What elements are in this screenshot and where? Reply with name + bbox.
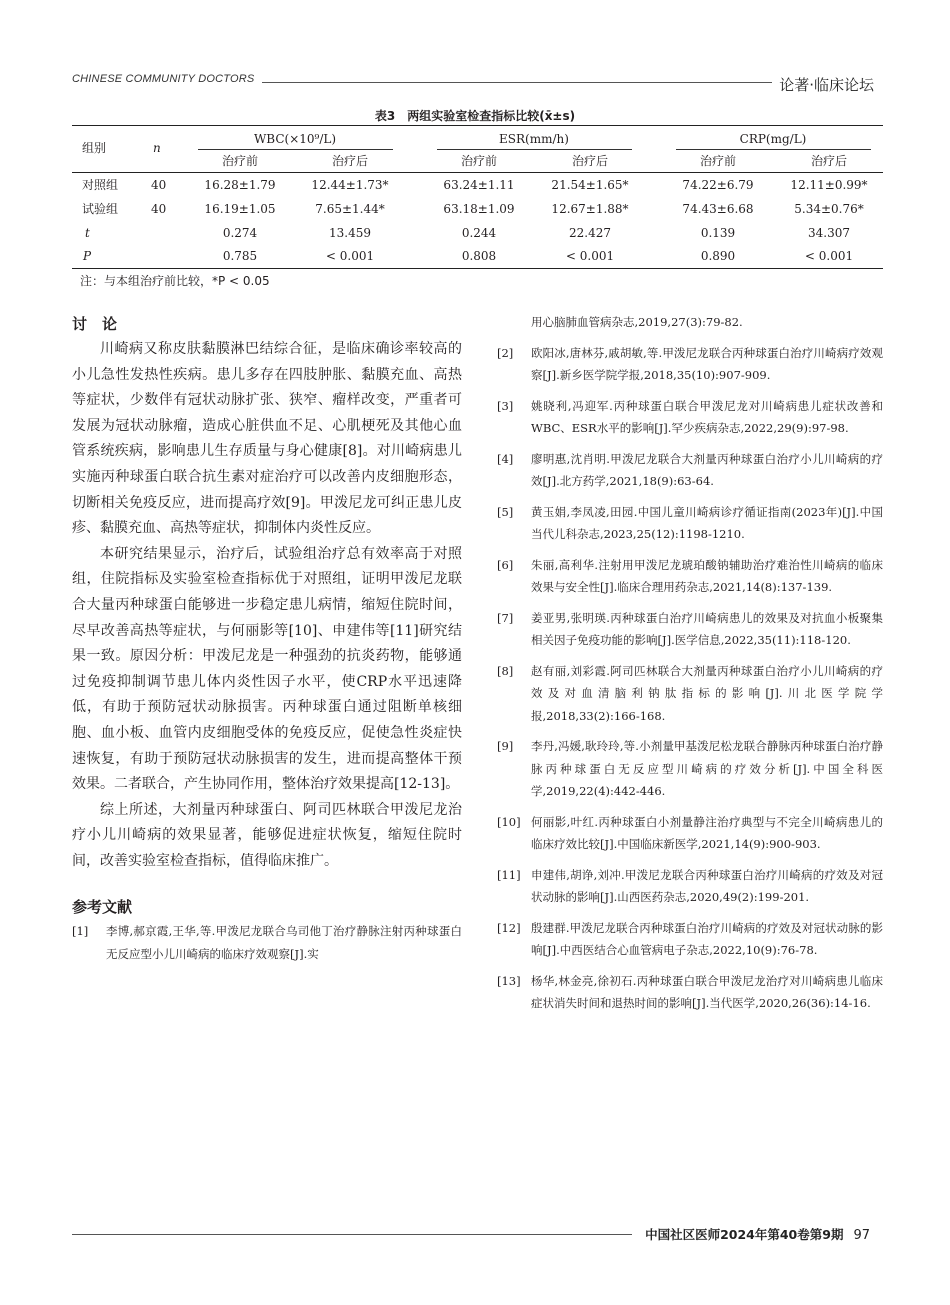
table-cell: < 0.001 — [804, 249, 854, 263]
table-row-label: 试验组 — [82, 202, 119, 216]
reference-number: [11] — [497, 867, 521, 882]
reference-text: 申建伟,胡诤,刘冲.甲泼尼龙联合丙种球蛋白治疗川崎病的疗效及对冠状动脉的影响[J].山西医药杂志,2020,49(2):199-201. — [531, 867, 883, 904]
table-bottom-rule — [72, 268, 883, 269]
table-cell: 63.24±1.11 — [443, 178, 515, 192]
table-group-esr-rule — [437, 149, 632, 150]
page-number: 97 — [853, 1228, 870, 1243]
reference-item — [497, 735, 883, 803]
reference-number: [2] — [497, 345, 514, 360]
footer-journal-issue: 中国社区医师2024年第40卷第9期 — [645, 1227, 844, 1242]
table-group-crp: CRP(mg/L) — [739, 132, 807, 146]
reference-item — [497, 342, 883, 387]
reference-item — [497, 811, 883, 856]
section-title: 论著·临床论坛 — [779, 76, 874, 94]
reference-continuation: 用心脑肺血管病杂志,2019,27(3):79-82. — [531, 315, 743, 329]
reference-number: [3] — [497, 398, 514, 413]
table-group-esr: ESR(mm/h) — [499, 132, 569, 146]
table-cell: 22.427 — [569, 226, 611, 240]
table-note: 注：与本组治疗前比较，*P < 0.05 — [80, 274, 270, 288]
reference-item — [497, 660, 883, 728]
reference-item — [497, 448, 883, 493]
table-cell: < 0.001 — [325, 249, 375, 263]
reference-text: 李博,郝京霞,王华,等.甲泼尼龙联合乌司他丁治疗静脉注射丙种球蛋白无反应型小儿川崎病的临床疗效观察[J].实 — [106, 924, 462, 961]
table-group-wbc-rule — [198, 149, 393, 150]
table-subhead: 治疗前 — [221, 154, 259, 168]
table-cell: 12.11±0.99* — [790, 178, 868, 192]
table-cell: 0.808 — [461, 249, 497, 263]
table-title: 表3 两组实验室检查指标比较(x̄±s) — [374, 109, 576, 123]
table-cell: 12.44±1.73* — [311, 178, 389, 192]
table-col-group: 组别 — [82, 141, 107, 155]
table-group-crp-rule — [676, 149, 871, 150]
reference-text: 姚晓利,冯迎军.丙种球蛋白联合甲泼尼龙对川崎病患儿症状改善和WBC、ESR水平的影响[J].罕少疾病杂志,2022,29(9):97-98. — [531, 398, 883, 435]
table-cell: < 0.001 — [565, 249, 615, 263]
table-cell: 0.890 — [700, 249, 736, 263]
reference-item — [497, 607, 883, 652]
references-heading: 参考文献 — [72, 898, 133, 917]
reference-text: 黄玉娟,李凤凌,田园.中国儿童川崎病诊疗循证指南(2023年)[J].中国当代儿科杂志,2023,25(12):1198-1210. — [531, 504, 883, 541]
table-cell: 0.244 — [461, 226, 497, 240]
table-cell: 5.34±0.76* — [794, 202, 864, 216]
table-cell: 13.459 — [329, 226, 371, 240]
reference-number: [1] — [72, 924, 89, 939]
table-cell: 74.22±6.79 — [682, 178, 754, 192]
reference-text: 欧阳冰,唐林芬,戚胡敏,等.甲泼尼龙联合丙种球蛋白治疗川崎病疗效观察[J].新乡医学院学报,2018,35(10):907-909. — [531, 345, 883, 382]
reference-number: [10] — [497, 814, 521, 829]
table-cell: 21.54±1.65* — [551, 178, 629, 192]
reference-item — [72, 920, 462, 965]
reference-number: [12] — [497, 920, 521, 935]
table-subhead: 治疗前 — [460, 154, 498, 168]
table-cell: 34.307 — [808, 226, 850, 240]
table-subhead: 治疗后 — [810, 154, 848, 168]
reference-number: [13] — [497, 973, 521, 988]
journal-english-name: CHINESE COMMUNITY DOCTORS — [72, 73, 255, 85]
table-row-label: t — [85, 226, 90, 240]
table-group-wbc: WBC(×10⁹/L) — [253, 132, 337, 146]
reference-item — [497, 970, 883, 1015]
table-cell: 0.785 — [222, 249, 258, 263]
table-row-n: 40 — [151, 202, 167, 216]
reference-text: 殷建群.甲泼尼龙联合丙种球蛋白治疗川崎病的疗效及对冠状动脉的影响[J].中西医结合心血管病电子杂志,2022,10(9):76-78. — [531, 920, 883, 957]
reference-number: [7] — [497, 610, 514, 625]
reference-item — [497, 864, 883, 909]
table-cell: 63.18±1.09 — [443, 202, 515, 216]
reference-item — [497, 501, 883, 546]
table-mid-rule — [72, 172, 883, 173]
footer-rule — [72, 1234, 632, 1235]
table-row-label: 对照组 — [82, 178, 119, 192]
discussion-paragraph: 本研究结果显示，治疗后，试验组治疗总有效率高于对照组，住院指标及实验室检查指标优于对照组，证明甲泼尼龙联合大量丙种球蛋白能够进一步稳定患儿病情，缩短住院时间，尽早改善高热等症状，与何丽影等[10]、申建伟等[11]研究结果一致。原因分析：甲泼尼龙是一种强劲的抗炎药物，能够通过免疫抑制调节患儿体内炎性因子水平，使CRP水平迅速降低，有助于预防冠状动脉损害。丙种球蛋白通过阻断单核细胞、血小板、血管内皮细胞受体的免疫反应，促使急性炎症快速恢复，有助于预防冠状动脉损害的发生，进而提高整体干预效果。二者联合，产生协同作用，整体治疗效果提高[12-13]。 — [72, 545, 462, 793]
reference-item — [497, 917, 883, 962]
table-row-n: 40 — [151, 178, 167, 192]
table-subhead: 治疗后 — [331, 154, 369, 168]
reference-text: 廖明惠,沈肖明.甲泼尼龙联合大剂量丙种球蛋白治疗小儿川崎病的疗效[J].北方药学,2021,18(9):63-64. — [531, 451, 883, 488]
footer — [645, 1225, 870, 1243]
table-cell: 0.274 — [222, 226, 258, 240]
table-cell: 12.67±1.88* — [551, 202, 629, 216]
table-cell: 74.43±6.68 — [682, 202, 754, 216]
reference-text: 何丽影,叶红.丙种球蛋白小剂量静注治疗典型与不完全川崎病患儿的临床疗效比较[J].中国临床新医学,2021,14(9):900-903. — [531, 814, 883, 851]
discussion-heading: 讨 论 — [72, 315, 118, 333]
table-top-rule — [72, 125, 883, 126]
discussion-paragraph: 综上所述，大剂量丙种球蛋白、阿司匹林联合甲泼尼龙治疗小儿川崎病的效果显著，能够促进症状恢复，缩短住院时间，改善实验室检查指标，值得临床推广。 — [72, 801, 462, 869]
reference-number: [6] — [497, 557, 514, 572]
table-cell: 0.139 — [700, 226, 736, 240]
reference-number: [4] — [497, 451, 514, 466]
reference-text: 李丹,冯媛,耿玲玲,等.小剂量甲基泼尼松龙联合静脉丙种球蛋白治疗静脉丙种球蛋白无反应型川崎病的疗效分析[J].中国全科医学,2019,22(4):442-446. — [531, 739, 883, 798]
table-cell: 16.28±1.79 — [204, 178, 276, 192]
discussion-paragraph: 川崎病又称皮肤黏膜淋巴结综合征，是临床确诊率较高的小儿急性发热性疾病。患儿多存在四肢肿胀、黏膜充血、高热等症状，少数伴有冠状动脉扩张、狭窄、瘤样改变，严重者可发展为冠状动脉瘤，造成心脏供血不足、心肌梗死及其他心血管系统疾病，影响患儿生存质量与身心健康[8]。对川崎病患儿实施丙种球蛋白联合抗生素对症治疗可以改善内皮细胞形态，切断相关免疫反应，进而提高疗效[9]。甲泼尼龙可纠正患儿皮疹、黏膜充血、高热等症状，抑制体内炎性反应。 — [72, 341, 462, 537]
right-column — [497, 311, 883, 1023]
table-col-n: n — [153, 141, 161, 155]
reference-text: 杨华,林金亮,徐初石.丙种球蛋白联合甲泼尼龙治疗对川崎病患儿临床症状消失时间和退热时间的影响[J].当代医学,2020,26(36):14-16. — [531, 973, 883, 1010]
table-cell: 7.65±1.44* — [315, 202, 385, 216]
table-cell: 16.19±1.05 — [204, 202, 276, 216]
reference-text: 朱丽,高利华.注射用甲泼尼龙琥珀酸钠辅助治疗难治性川崎病的临床效果与安全性[J].临床合理用药杂志,2021,14(8):137-139. — [531, 557, 883, 594]
reference-number: [8] — [497, 663, 514, 678]
reference-item — [497, 554, 883, 599]
reference-text: 赵有丽,刘彩霞.阿司匹林联合大剂量丙种球蛋白治疗小儿川崎病的疗效及对血清脑利钠肽指标的影响[J].川北医学院学报,2018,33(2):166-168. — [531, 663, 883, 723]
reference-text: 姜亚男,张明瑛.丙种球蛋白治疗川崎病患儿的效果及对抗血小板聚集相关因子免疫功能的影响[J].医学信息,2022,35(11):118-120. — [531, 610, 883, 647]
header-rule — [262, 82, 772, 83]
reference-item — [497, 395, 883, 440]
table-row-label: P — [83, 249, 92, 263]
table-subhead: 治疗后 — [571, 154, 609, 168]
reference-number: [5] — [497, 504, 514, 519]
left-column — [72, 311, 462, 965]
reference-number: [9] — [497, 739, 514, 753]
table-subhead: 治疗前 — [699, 154, 737, 168]
